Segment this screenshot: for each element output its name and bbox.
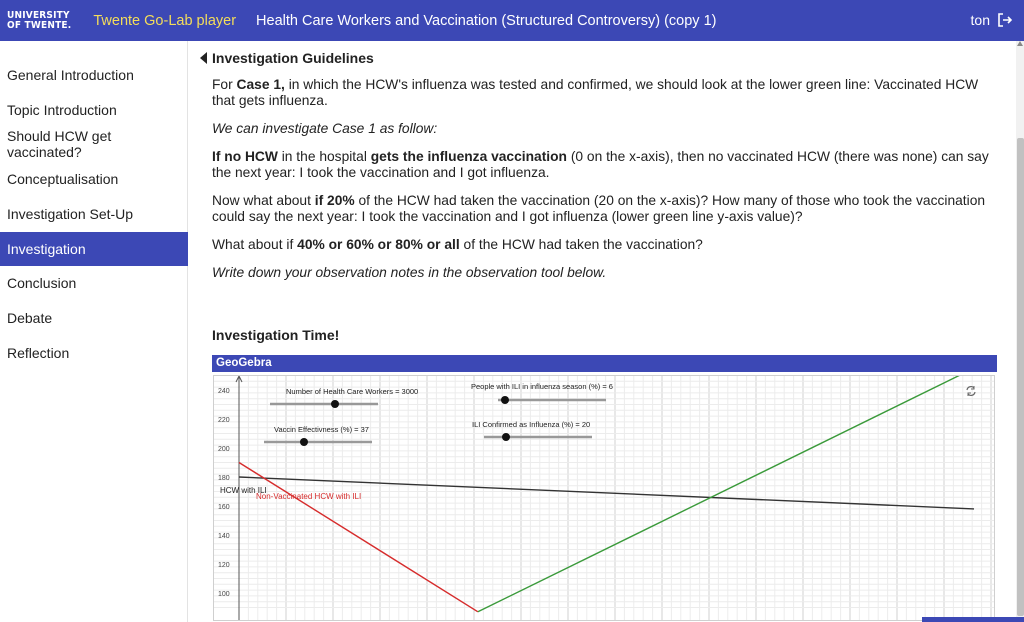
collapse-arrow-icon[interactable] <box>200 52 207 64</box>
logout-icon[interactable] <box>996 11 1014 29</box>
y-tick-label: 160 <box>218 504 230 511</box>
page-title: Health Care Workers and Vaccination (Structured Controversy) (copy 1) <box>256 12 717 29</box>
main-content <box>188 41 1016 622</box>
slider-label-ili-confirmed: ILI Confirmed as Influenza (%) = 20 <box>472 420 591 429</box>
text: of the HCW had taken the vaccination? <box>459 237 703 252</box>
guidelines-text <box>212 77 1002 293</box>
top-bar <box>0 0 1024 41</box>
y-tick-label: 220 <box>218 417 230 424</box>
text: Now what about <box>212 193 315 208</box>
y-tick-label: 100 <box>218 591 230 598</box>
text: (0 on the x-axis), then no vaccinated HCW (there was none) can say the next year: I took the vaccination and I got influenza. <box>212 149 989 180</box>
paragraph-investigate <box>212 121 1002 137</box>
slider-handle-vaccine-effectiveness[interactable] <box>300 438 308 446</box>
non-vaccinated-label: Non-Vaccinated HCW with ILI <box>256 492 362 501</box>
sidebar-nav <box>0 41 188 622</box>
sidebar-item-reflection[interactable]: Reflection <box>7 345 70 361</box>
text: in the hospital <box>277 149 371 164</box>
geogebra-canvas[interactable] <box>213 375 995 621</box>
y-tick-label: 200 <box>218 446 230 453</box>
text-bold: 40% or 60% or 80% or all <box>297 237 460 252</box>
paragraph-no-hcw <box>212 149 1002 181</box>
sidebar-item-debate[interactable]: Debate <box>7 310 53 326</box>
university-logo[interactable] <box>7 11 71 31</box>
paragraph-20-percent <box>212 193 1002 225</box>
text: What about if <box>212 237 298 252</box>
app-name[interactable]: Twente Go-Lab player <box>93 12 237 29</box>
user-name[interactable]: ton <box>970 12 990 28</box>
text: in which the HCW's influenza was tested and confirmed, we should look at the lower green line: Vaccinated HCW that gets influenza. <box>212 77 979 108</box>
section-header[interactable] <box>200 50 374 66</box>
series-line-2 <box>478 376 974 612</box>
text-bold: Case 1, <box>236 77 285 92</box>
y-tick-label: 240 <box>218 388 230 395</box>
slider-label-ili-people: People with ILI in influenza season (%) = 6 <box>471 382 613 391</box>
slider-handle-ili-people[interactable] <box>501 396 509 404</box>
section-title: Investigation Guidelines <box>212 50 374 66</box>
slider-label-health-care-workers: Number of Health Care Workers = 3000 <box>286 387 419 396</box>
sidebar-item-conclusion[interactable]: Conclusion <box>7 275 77 291</box>
slider-handle-ili-confirmed[interactable] <box>502 433 510 441</box>
text-italic: Write down your observation notes in the observation tool below. <box>212 265 607 280</box>
scrollbar-thumb[interactable] <box>1017 138 1024 616</box>
text-bold: If no HCW <box>212 149 278 164</box>
y-tick-label: 180 <box>218 475 230 482</box>
y-tick-label: 120 <box>218 562 230 569</box>
graph[interactable] <box>214 376 994 620</box>
paragraph-case1 <box>212 77 1002 109</box>
text-italic: We can investigate Case 1 as follow: <box>212 121 438 136</box>
sidebar-item-investigation[interactable]: Investigation <box>0 232 188 266</box>
text-bold: if 20% <box>314 193 355 208</box>
text: For <box>212 77 237 92</box>
geogebra-applet <box>212 355 997 622</box>
sidebar-item-general-introduction[interactable]: General Introduction <box>7 67 134 83</box>
text-bold: gets the influenza vaccination <box>370 149 567 164</box>
bottom-progress-strip <box>922 617 1024 622</box>
slider-label-vaccine-effectiveness: Vaccin Effectivness (%) = 37 <box>274 425 369 434</box>
slider-handle-health-care-workers[interactable] <box>331 400 339 408</box>
logo-line-1: UNIVERSITY <box>7 9 70 21</box>
series-line-1 <box>239 463 478 612</box>
sidebar-item-investigation-set-up[interactable]: Investigation Set-Up <box>7 206 134 222</box>
investigation-time-heading: Investigation Time! <box>212 327 340 343</box>
text: of the HCW had taken the vaccination (20 on the x-axis)? How many of those who took the vaccination could say the next year: I took the vaccination and I got influenza (lower green line y-axis value)? <box>212 193 986 224</box>
y-tick-label: 140 <box>218 533 230 540</box>
paragraph-observation <box>212 265 1002 281</box>
hcw-with-ili-label: HCW with ILI <box>220 486 267 495</box>
paragraph-percentages <box>212 237 1002 253</box>
sidebar-item-topic-introduction[interactable]: Topic Introduction <box>7 102 117 118</box>
geogebra-title: GeoGebra <box>212 355 997 372</box>
sidebar-item-conceptualisation[interactable]: Conceptualisation <box>7 171 119 187</box>
logo-line-2: OF TWENTE. <box>7 19 72 31</box>
sidebar-item-should-hcw-get-vaccinated[interactable]: Should HCW get vaccinated? <box>7 128 112 160</box>
scroll-up-arrow-icon[interactable] <box>1017 41 1023 46</box>
